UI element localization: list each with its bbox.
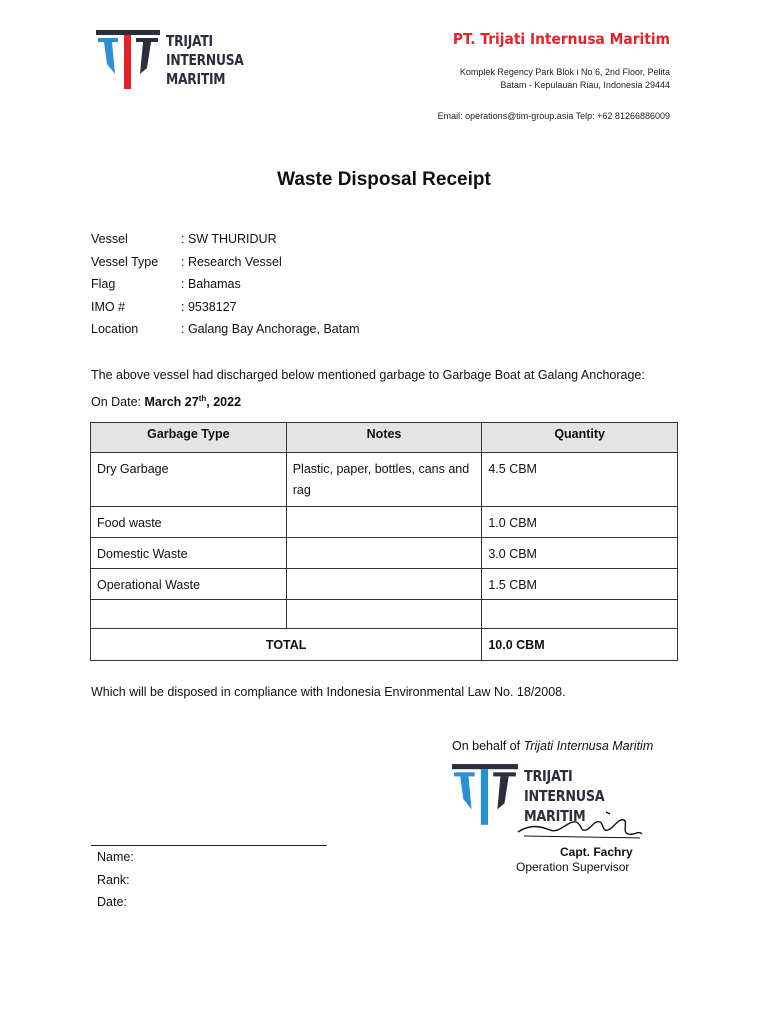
document-title: Waste Disposal Receipt (277, 169, 491, 190)
receiver-rank-label: Rank: (97, 872, 130, 887)
table-row (91, 507, 678, 538)
header-garbage-type: Garbage Type (91, 423, 287, 453)
cell-garbage-type (91, 600, 287, 629)
garbage-table (90, 422, 678, 661)
stamp-text-line1: TRIJATI (524, 767, 573, 785)
signer-role: Operation Supervisor (516, 860, 630, 874)
detail-label: IMO # (91, 299, 126, 314)
receiver-name-label: Name: (97, 850, 134, 865)
cell-notes (286, 538, 482, 569)
stamp-text-line3: MARITIM (524, 807, 586, 825)
cell-notes (286, 600, 482, 629)
table-row-empty (91, 600, 678, 629)
detail-label: Vessel Type (91, 254, 159, 269)
receiver-date-label: Date: (97, 895, 127, 910)
cell-quantity: 1.0 CBM (482, 507, 678, 538)
intro-text: The above vessel had discharged below mentioned garbage to Garbage Boat at Galang Anchorage: (91, 368, 645, 382)
compliance-text: Which will be disposed in compliance with Indonesia Environmental Law No. 18/2008. (91, 685, 566, 699)
cell-garbage-type: Operational Waste (91, 569, 287, 600)
header-notes: Notes (286, 423, 482, 453)
detail-label: Flag (91, 277, 116, 292)
detail-value: : SW THURIDUR (181, 232, 277, 247)
detail-row-vessel-type (91, 251, 360, 274)
company-name: PT. Trijati Internusa Maritim (452, 30, 670, 48)
detail-row-imo (91, 296, 360, 319)
on-date-value: March 27th, 2022 (144, 394, 242, 410)
address-line1: Komplek Regency Park Blok i No 6, 2nd Floor, Pelita (459, 67, 670, 77)
cell-quantity: 4.5 CBM (482, 453, 678, 507)
on-behalf-prefix: On behalf of (452, 739, 524, 753)
on-date-prefix: On Date: (91, 395, 145, 410)
company-address (434, 66, 670, 92)
stamp-text-line2: INTERNUSA (524, 787, 605, 805)
detail-value: : Galang Bay Anchorage, Batam (181, 322, 360, 337)
cell-garbage-type: Domestic Waste (91, 538, 287, 569)
detail-value: : Research Vessel (181, 254, 282, 269)
company-logo (96, 30, 246, 92)
cell-notes (286, 569, 482, 600)
cell-garbage-type: Dry Garbage (91, 453, 287, 507)
logo-text-line1: TRIJATI (166, 32, 213, 50)
logo-text-line3: MARITIM (166, 70, 226, 88)
table-row (91, 453, 678, 507)
trijati-logo-mark-icon (96, 30, 162, 92)
address-line2: Batam - Kepulauan Riau, Indonesia 29444 (500, 80, 670, 90)
on-behalf-text (452, 739, 653, 753)
header-quantity: Quantity (482, 423, 678, 453)
cell-garbage-type: Food waste (91, 507, 287, 538)
detail-value: : Bahamas (181, 277, 241, 292)
table-row (91, 538, 678, 569)
on-date (91, 394, 241, 409)
detail-label: Location (91, 322, 139, 337)
table-total-row (91, 629, 678, 661)
cell-notes (286, 507, 482, 538)
vessel-details (91, 228, 360, 341)
cell-notes: Plastic, paper, bottles, cans and rag (286, 453, 482, 507)
signer-name: Capt. Fachry (560, 845, 633, 859)
receiver-block (97, 846, 134, 914)
table-row (91, 569, 678, 600)
detail-value: : 9538127 (181, 299, 237, 314)
on-behalf-company: Trijati Internusa Maritim (523, 739, 654, 753)
cell-quantity: 3.0 CBM (482, 538, 678, 569)
total-value: 10.0 CBM (482, 629, 678, 661)
handwritten-signature-icon (510, 800, 650, 850)
cell-quantity (482, 600, 678, 629)
table-header-row (91, 423, 678, 453)
company-info (434, 30, 670, 121)
detail-row-vessel (91, 228, 360, 251)
total-label: TOTAL (91, 629, 482, 661)
detail-row-flag (91, 273, 360, 296)
detail-label: Vessel (91, 232, 128, 247)
cell-quantity: 1.5 CBM (482, 569, 678, 600)
logo-text-line2: INTERNUSA (166, 51, 244, 69)
company-contact: Email: operations@tim-group.asia Telp: +62 81266886009 (437, 111, 670, 121)
detail-row-location (91, 318, 360, 341)
